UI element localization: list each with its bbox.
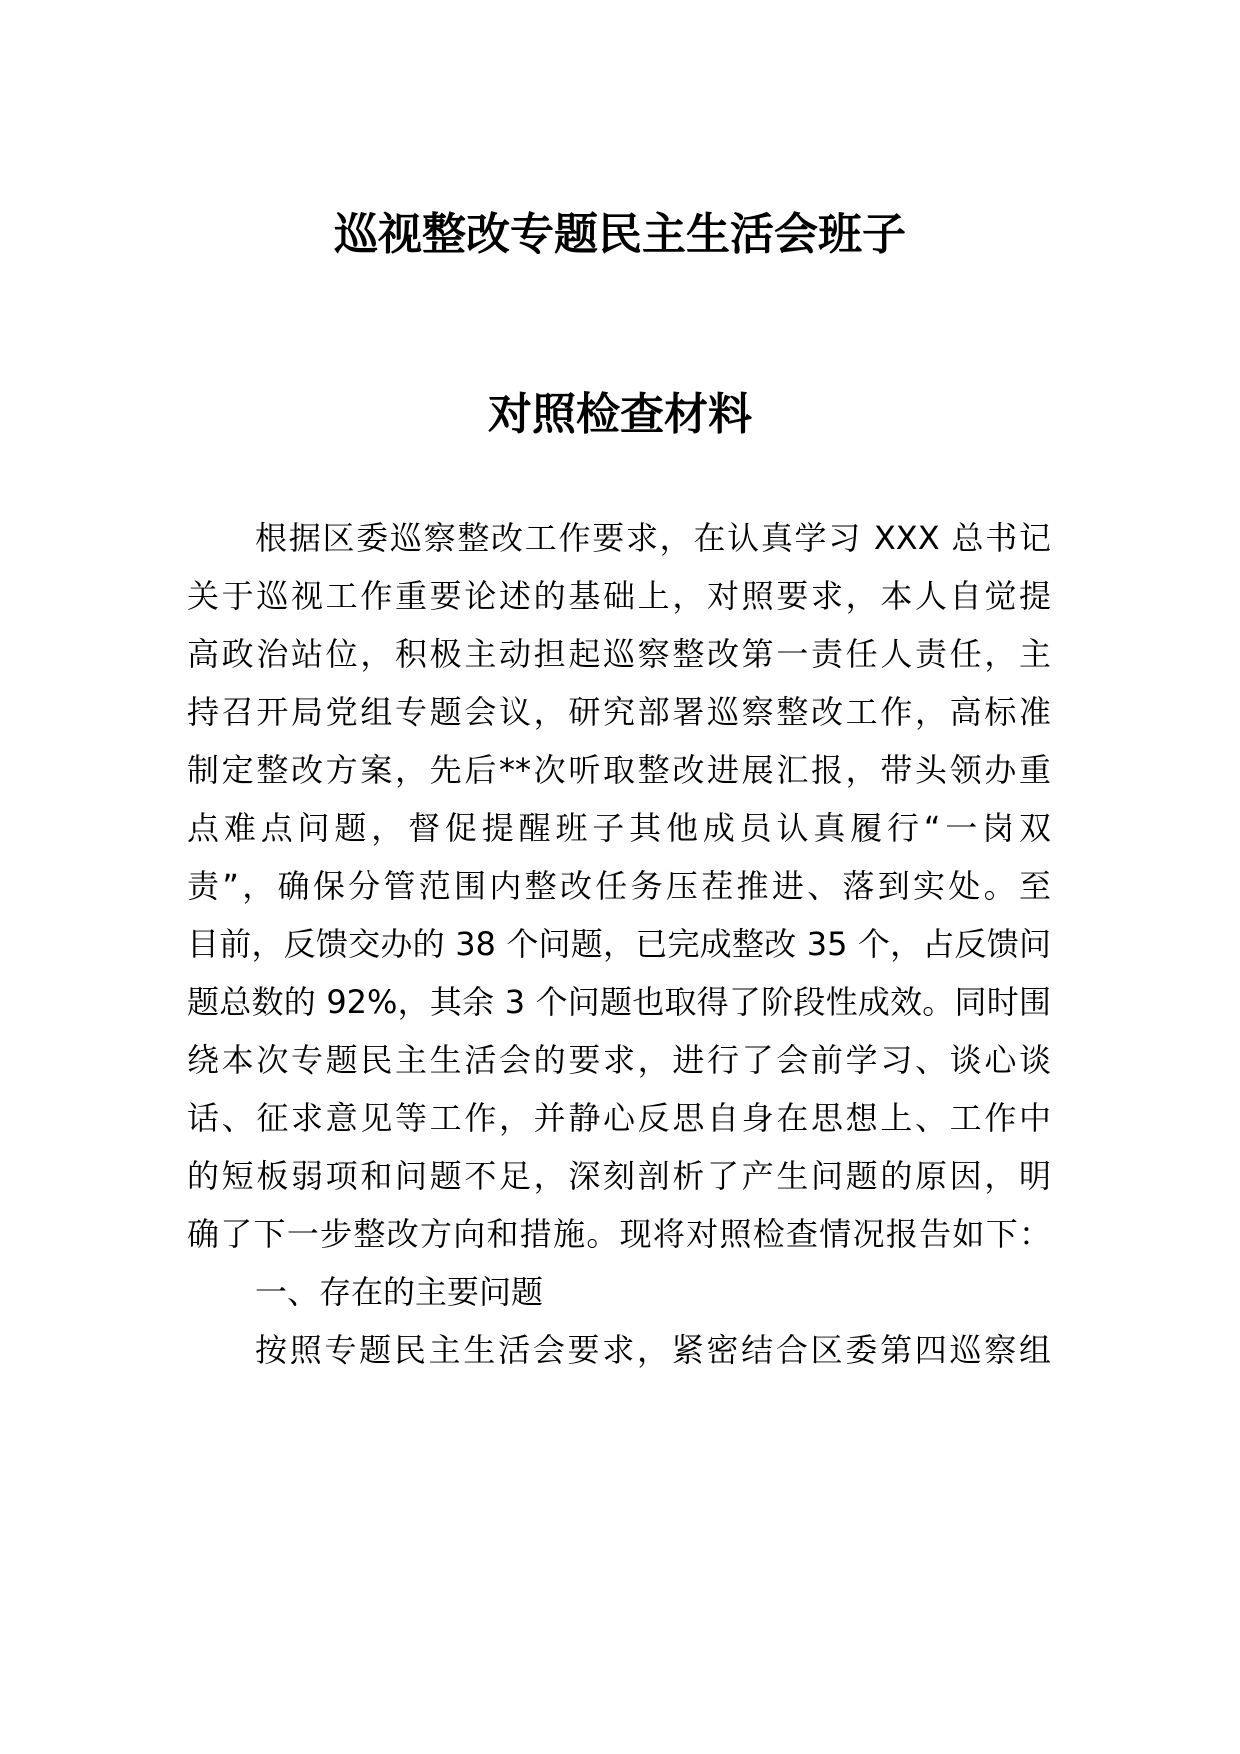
paragraph-line: 关于巡视工作重要论述的基础上，对照要求，本人自觉提 [187,577,1051,615]
paragraph-line: 题总数的 92%，其余 3 个问题也取得了阶段性成效。同时围 [187,983,1051,1021]
document-title-line-1: 巡视整改专题民主生活会班子 [334,209,906,260]
paragraph-line: 话、征求意见等工作，并静心反思自身在思想上、工作中 [187,1099,1051,1137]
paragraph-line: 绕本次专题民主生活会的要求，进行了会前学习、谈心谈 [187,1041,1051,1079]
paragraph-line: 制定整改方案，先后**次听取整改进展汇报，带头领办重 [187,751,1051,789]
paragraph-line: 的短板弱项和问题不足，深刻剖析了产生问题的原因，明 [187,1157,1051,1195]
paragraph-line: 责”，确保分管范围内整改任务压茬推进、落到实处。至 [187,867,1051,905]
paragraph-line: 按照专题民主生活会要求，紧密结合区委第四巡察组 [255,1331,1051,1369]
paragraph-line: 高政治站位，积极主动担起巡察整改第一责任人责任，主 [187,635,1051,673]
paragraph-line: 根据区委巡察整改工作要求，在认真学习 XXX 总书记 [255,519,1051,557]
section-heading: 一、存在的主要问题 [255,1273,544,1311]
paragraph-line: 点难点问题，督促提醒班子其他成员认真履行“一岗双 [187,809,1051,847]
paragraph-line: 确了下一步整改方向和措施。现将对照检查情况报告如下： [187,1215,1051,1253]
paragraph-line: 目前，反馈交办的 38 个问题，已完成整改 35 个，占反馈问 [187,925,1051,963]
document-title-line-2: 对照检查材料 [488,389,752,440]
paragraph-line: 持召开局党组专题会议，研究部署巡察整改工作，高标准 [187,693,1051,731]
